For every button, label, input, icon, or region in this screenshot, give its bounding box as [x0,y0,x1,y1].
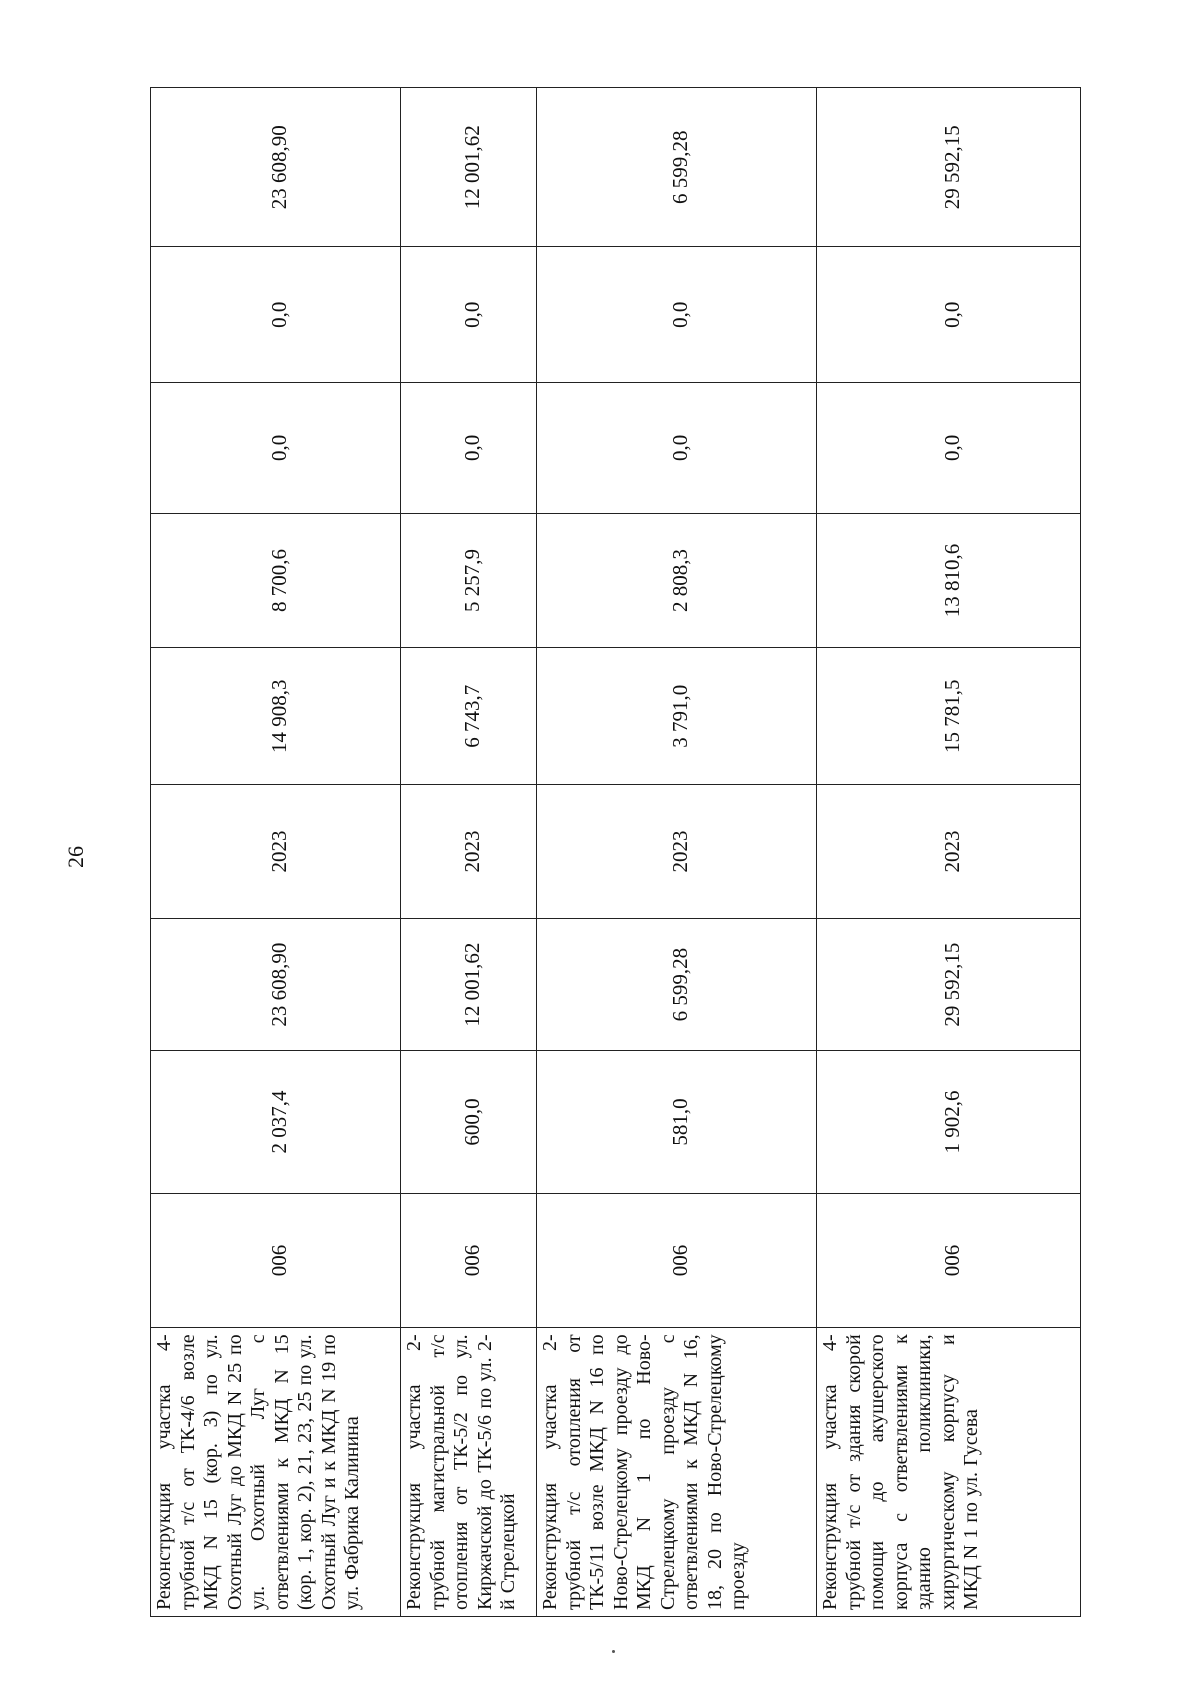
row-description: Реконструкция участка 2-трубной магистральной т/с отопления от ТК-5/2 по ул. Киржачской до ТК-5/6 по ул. 2-й Стрелецкой [401,1328,537,1617]
cell-amount: 2 808,3 [537,513,817,648]
cell-cost: 23 608,90 [151,918,401,1051]
cell-amount: 0,0 [151,383,401,513]
cell-amount: 13 810,6 [817,513,1081,648]
cell-code: 006 [401,1193,537,1328]
cell-amount: 6 743,7 [401,648,537,785]
cell-value: 600,0 [401,1051,537,1193]
cell-amount: 0,0 [401,247,537,383]
cell-year: 2023 [401,785,537,919]
scan-speck [612,1650,615,1653]
table-row [151,88,401,1617]
cell-amount: 0,0 [401,383,537,513]
row-description: Реконструкция участка 4-трубной т/с от здания скорой помощи до акушерского корпуса с ответвлениями к зданию поликлиники, хирургическому корпусу и МКД N 1 по ул. Гусева [817,1328,1081,1617]
cell-total: 6 599,28 [537,88,817,247]
page-number: 26 [63,846,88,868]
cell-amount: 5 257,9 [401,513,537,648]
table-row [401,88,537,1617]
cell-value: 1 902,6 [817,1051,1081,1193]
cell-amount: 15 781,5 [817,648,1081,785]
cell-total: 12 001,62 [401,88,537,247]
cell-amount: 3 791,0 [537,648,817,785]
cell-cost: 29 592,15 [817,918,1081,1051]
cell-total: 29 592,15 [817,88,1081,247]
cell-amount: 0,0 [817,383,1081,513]
cell-value: 581,0 [537,1051,817,1193]
register-table [150,87,1081,1617]
cell-amount: 0,0 [817,247,1081,383]
cell-cost: 6 599,28 [537,918,817,1051]
cell-code: 006 [537,1193,817,1328]
cell-total: 23 608,90 [151,88,401,247]
cell-year: 2023 [817,785,1081,919]
row-description: Реконструкция участка 2-трубной т/с отопления от ТК-5/11 возле МКД N 16 по Ново-Стрелецкому проезду до МКД N 1 по Ново-Стрелецкому проезду с ответвлениями к МКД N 16, 18, 20 по Ново-Стрелецкому проезду [537,1328,817,1617]
cell-year: 2023 [537,785,817,919]
cell-amount: 14 908,3 [151,648,401,785]
table-row [537,88,817,1617]
cell-amount: 0,0 [537,383,817,513]
cell-cost: 12 001,62 [401,918,537,1051]
cell-amount: 0,0 [151,247,401,383]
cell-amount: 8 700,6 [151,513,401,648]
cell-amount: 0,0 [537,247,817,383]
cell-year: 2023 [151,785,401,919]
cell-value: 2 037,4 [151,1051,401,1193]
document-table-container [150,87,1080,1617]
cell-code: 006 [817,1193,1081,1328]
cell-code: 006 [151,1193,401,1328]
row-description: Реконструкция участка 4-трубной т/с от ТК-4/6 возле МКД N 15 (кор. 3) по ул. Охотный Луг до МКД N 25 по ул. Охотный Луг с ответвлениями к МКД N 15 (кор. 1, кор. 2), 21, 23, 25 по ул. Охотный Луг и к МКД N 19 по ул. Фабрика Калинина [151,1328,401,1617]
table-row [817,88,1081,1617]
